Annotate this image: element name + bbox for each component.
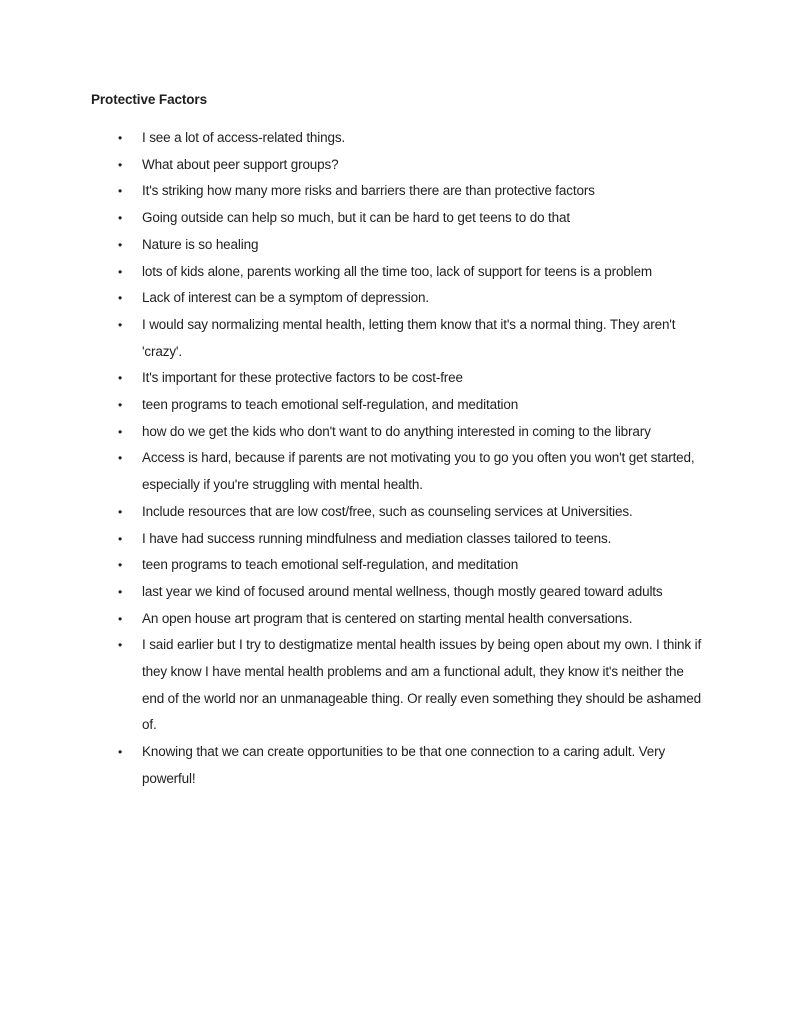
- list-item: [91, 632, 702, 739]
- list-item: [91, 312, 702, 365]
- bullet-icon: •: [118, 531, 123, 546]
- list-item: [91, 285, 702, 312]
- bullet-icon: •: [118, 558, 123, 573]
- list-item-text: teen programs to teach emotional self-regulation, and meditation: [142, 557, 519, 573]
- list-item: [91, 205, 702, 232]
- list-item-text: I would say normalizing mental health, letting them know that it's a normal thing. They aren't 'crazy'.: [142, 316, 676, 359]
- bullet-icon: •: [118, 611, 123, 626]
- bullet-icon: •: [118, 157, 123, 172]
- bullet-icon: •: [118, 317, 123, 332]
- bullet-icon: •: [118, 398, 123, 413]
- list-item: [91, 499, 702, 526]
- list-item-text: I said earlier but I try to destigmatize mental health issues by being open about my own. I think if they know I have mental health problems and am a functional adult, they know it's neither the end of the world nor an unmanageable thing. Or really even something they should be ashamed of.: [142, 637, 702, 733]
- list-item-text: It's important for these protective factors to be cost-free: [142, 370, 463, 386]
- list-item-text: Nature is so healing: [142, 236, 259, 252]
- bullet-icon: •: [118, 264, 123, 279]
- list-item: [91, 178, 702, 205]
- bullet-icon: •: [118, 371, 123, 386]
- list-item-text: What about peer support groups?: [142, 156, 339, 172]
- list-item-text: It's striking how many more risks and barriers there are than protective factors: [142, 183, 595, 199]
- list-item: [91, 259, 702, 286]
- bullet-icon: •: [118, 745, 123, 760]
- section-heading: Protective Factors: [91, 92, 207, 107]
- bullet-icon: •: [118, 211, 123, 226]
- bullet-icon: •: [118, 451, 123, 466]
- bullet-icon: •: [118, 291, 123, 306]
- bullet-icon: •: [118, 584, 123, 599]
- list-item: [91, 445, 702, 498]
- list-item-text: how do we get the kids who don't want to do anything interested in coming to the library: [142, 423, 651, 439]
- list-item: [91, 526, 702, 553]
- list-item-text: teen programs to teach emotional self-regulation, and meditation: [142, 397, 519, 413]
- list-item: [91, 392, 702, 419]
- bullet-list: [91, 125, 707, 793]
- list-item-text: I see a lot of access-related things.: [142, 130, 346, 145]
- list-item-text: I have had success running mindfulness and mediation classes tailored to teens.: [142, 530, 612, 546]
- list-item: [91, 125, 702, 152]
- list-item-text: An open house art program that is centered on starting mental health conversations.: [142, 610, 633, 626]
- list-item-text: last year we kind of focused around mental wellness, though mostly geared toward adults: [142, 583, 663, 599]
- list-item-text: lots of kids alone, parents working all the time too, lack of support for teens is a problem: [142, 263, 652, 279]
- list-item-text: Going outside can help so much, but it can be hard to get teens to do that: [142, 210, 570, 226]
- bullet-icon: •: [118, 638, 123, 653]
- list-item-text: Access is hard, because if parents are not motivating you to go you often you won't get started, especially if you're struggling with mental health.: [142, 450, 695, 493]
- bullet-icon: •: [118, 184, 123, 199]
- list-item-text: Lack of interest can be a symptom of depression.: [142, 290, 429, 306]
- document-content: [91, 92, 707, 793]
- bullet-icon: •: [118, 131, 123, 145]
- list-item: [91, 152, 702, 179]
- list-item: [91, 739, 702, 792]
- list-item-text: Knowing that we can create opportunities to be that one connection to a caring adult. Very powerful!: [142, 744, 666, 786]
- list-item: [91, 606, 702, 633]
- bullet-icon: •: [118, 504, 123, 519]
- bullet-icon: •: [118, 237, 123, 252]
- list-item: [91, 419, 702, 446]
- list-item: [91, 232, 702, 259]
- list-item-text: Include resources that are low cost/free, such as counseling services at Universities.: [142, 503, 633, 519]
- bullet-icon: •: [118, 424, 123, 439]
- list-item: [91, 579, 702, 606]
- list-item: [91, 365, 702, 392]
- list-item: [91, 552, 702, 579]
